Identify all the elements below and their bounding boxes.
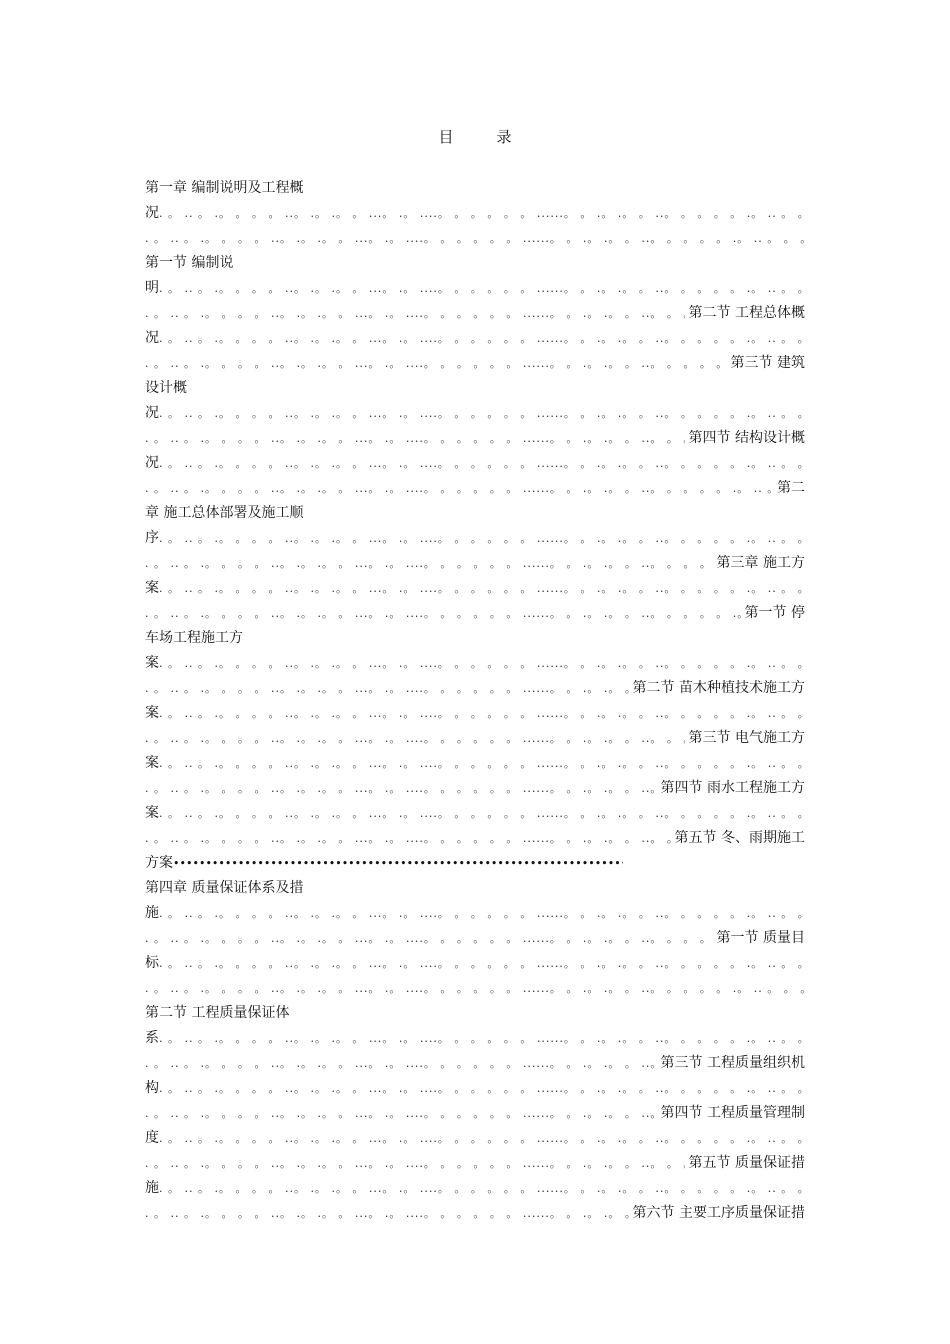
dot-leader: [159, 951, 805, 976]
toc-line[interactable]: [145, 501, 805, 526]
dot-leader: [145, 1101, 657, 1126]
toc-line[interactable]: [145, 626, 805, 651]
toc-line[interactable]: [145, 926, 805, 951]
toc-line[interactable]: [145, 776, 805, 801]
toc-entry-text: 第一章 编制说明及工程概: [145, 180, 304, 196]
dot-leader: [159, 326, 805, 351]
toc-line[interactable]: [145, 676, 805, 701]
table-of-contents: [145, 176, 805, 1226]
dot-leader: [145, 301, 685, 326]
toc-entry-text: 第四节 结构设计概: [688, 430, 805, 446]
dot-leader: [145, 1151, 685, 1176]
toc-line[interactable]: [145, 251, 805, 276]
toc-title: 目 录: [438, 128, 526, 146]
dot-leader: [145, 976, 805, 1001]
toc-entry-text: 况: [145, 455, 159, 471]
toc-entry-text: 度: [145, 1130, 159, 1146]
toc-entry-text: 第四章 质量保证体系及措: [145, 880, 304, 896]
dot-leader: [159, 526, 805, 551]
toc-entry-text: 第二: [777, 480, 805, 496]
toc-line[interactable]: [145, 401, 805, 426]
toc-line[interactable]: [145, 876, 805, 901]
toc-entry-text: 第二节 工程总体概: [688, 305, 805, 321]
toc-entry-text: 第五节 质量保证措: [688, 1155, 805, 1171]
toc-entry-text: 况: [145, 330, 159, 346]
toc-entry-text: 第一节 编制说: [145, 255, 234, 271]
toc-line[interactable]: [145, 701, 805, 726]
toc-line[interactable]: [145, 751, 805, 776]
dot-leader: [145, 926, 713, 951]
toc-line[interactable]: [145, 1076, 805, 1101]
toc-entry-text: 案: [145, 655, 159, 671]
toc-entry-text: 案: [145, 755, 159, 771]
toc-entry-text: 第三节 建筑: [730, 355, 805, 371]
dot-leader: [145, 476, 773, 501]
toc-line[interactable]: [145, 226, 805, 251]
toc-line[interactable]: [145, 351, 805, 376]
dot-leader: [145, 426, 685, 451]
toc-entry-text: 第三节 工程质量组织机: [660, 1055, 805, 1071]
dot-leader: [159, 1076, 805, 1101]
dot-leader: [173, 851, 623, 876]
dot-leader: [159, 801, 805, 826]
toc-line[interactable]: [145, 576, 805, 601]
toc-entry-text: 序: [145, 530, 159, 546]
toc-entry-text: 明: [145, 280, 159, 296]
toc-line[interactable]: [145, 551, 805, 576]
toc-entry-text: 第三节 电气施工方: [688, 730, 805, 746]
toc-line[interactable]: [145, 801, 805, 826]
toc-line[interactable]: [145, 1151, 805, 1176]
toc-line[interactable]: [145, 176, 805, 201]
toc-entry-text: 设计概: [145, 380, 187, 396]
toc-line[interactable]: [145, 301, 805, 326]
toc-entry-text: 章 施工总体部署及施工顺: [145, 505, 304, 521]
toc-line[interactable]: [145, 976, 805, 1001]
dot-leader: [145, 351, 727, 376]
toc-entry-text: 第六节 主要工序质量保证措: [632, 1205, 805, 1221]
dot-leader: [159, 1026, 805, 1051]
toc-line[interactable]: [145, 1126, 805, 1151]
dot-leader: [159, 401, 805, 426]
toc-line[interactable]: [145, 601, 805, 626]
dot-leader: [159, 1176, 805, 1201]
toc-line[interactable]: [145, 526, 805, 551]
toc-line[interactable]: [145, 826, 805, 851]
toc-line[interactable]: [145, 1026, 805, 1051]
dot-leader: [159, 701, 805, 726]
dot-leader: [159, 901, 805, 926]
dot-leader: [145, 726, 685, 751]
toc-entry-text: 方案: [145, 855, 173, 871]
dot-leader: [145, 226, 805, 251]
toc-entry-text: 构: [145, 1080, 159, 1096]
toc-entry-text: 施: [145, 1180, 159, 1196]
toc-line[interactable]: [145, 1176, 805, 1201]
toc-entry-text: 第一节 停: [744, 605, 805, 621]
toc-entry-text: 标: [145, 955, 159, 971]
toc-entry-text: 第一节 质量目: [716, 930, 805, 946]
toc-entry-text: 车场工程施工方: [145, 630, 243, 646]
toc-line[interactable]: [145, 201, 805, 226]
dot-leader: [159, 276, 805, 301]
toc-line[interactable]: [145, 1201, 805, 1226]
toc-entry-text: 施: [145, 905, 159, 921]
toc-line[interactable]: [145, 276, 805, 301]
dot-leader: [159, 576, 805, 601]
toc-line[interactable]: [145, 1051, 805, 1076]
dot-leader: [145, 1201, 629, 1226]
toc-line[interactable]: [145, 426, 805, 451]
toc-entry-text: 第五节 冬、雨期施工: [674, 830, 805, 846]
dot-leader: [159, 651, 805, 676]
dot-leader: [145, 826, 671, 851]
dot-leader: [159, 1126, 805, 1151]
toc-entry-text: 况: [145, 205, 159, 221]
toc-line[interactable]: [145, 851, 805, 876]
dot-leader: [159, 201, 805, 226]
toc-line[interactable]: [145, 726, 805, 751]
toc-entry-text: 第二节 苗木种植技术施工方: [632, 680, 805, 696]
dot-leader: [145, 601, 741, 626]
toc-line[interactable]: [145, 651, 805, 676]
toc-line[interactable]: [145, 951, 805, 976]
toc-line[interactable]: [145, 376, 805, 401]
dot-leader: [159, 751, 805, 776]
dot-leader: [145, 1051, 657, 1076]
toc-entry-text: 况: [145, 405, 159, 421]
toc-entry-text: 案: [145, 580, 159, 596]
toc-line[interactable]: [145, 901, 805, 926]
toc-entry-text: 第四节 雨水工程施工方: [660, 780, 805, 796]
dot-leader: [145, 776, 657, 801]
toc-entry-text: 第四节 工程质量管理制: [660, 1105, 805, 1121]
toc-entry-text: 案: [145, 805, 159, 821]
dot-leader: [159, 451, 805, 476]
dot-leader: [145, 676, 629, 701]
dot-leader: [145, 551, 713, 576]
toc-entry-text: 第三章 施工方: [716, 555, 805, 571]
toc-entry-text: 第二节 工程质量保证体: [145, 1005, 290, 1021]
toc-line[interactable]: [145, 326, 805, 351]
toc-entry-text: 系: [145, 1030, 159, 1046]
toc-line[interactable]: [145, 476, 805, 501]
toc-line[interactable]: [145, 451, 805, 476]
toc-entry-text: 案: [145, 705, 159, 721]
toc-line[interactable]: [145, 1001, 805, 1026]
toc-line[interactable]: [145, 1101, 805, 1126]
